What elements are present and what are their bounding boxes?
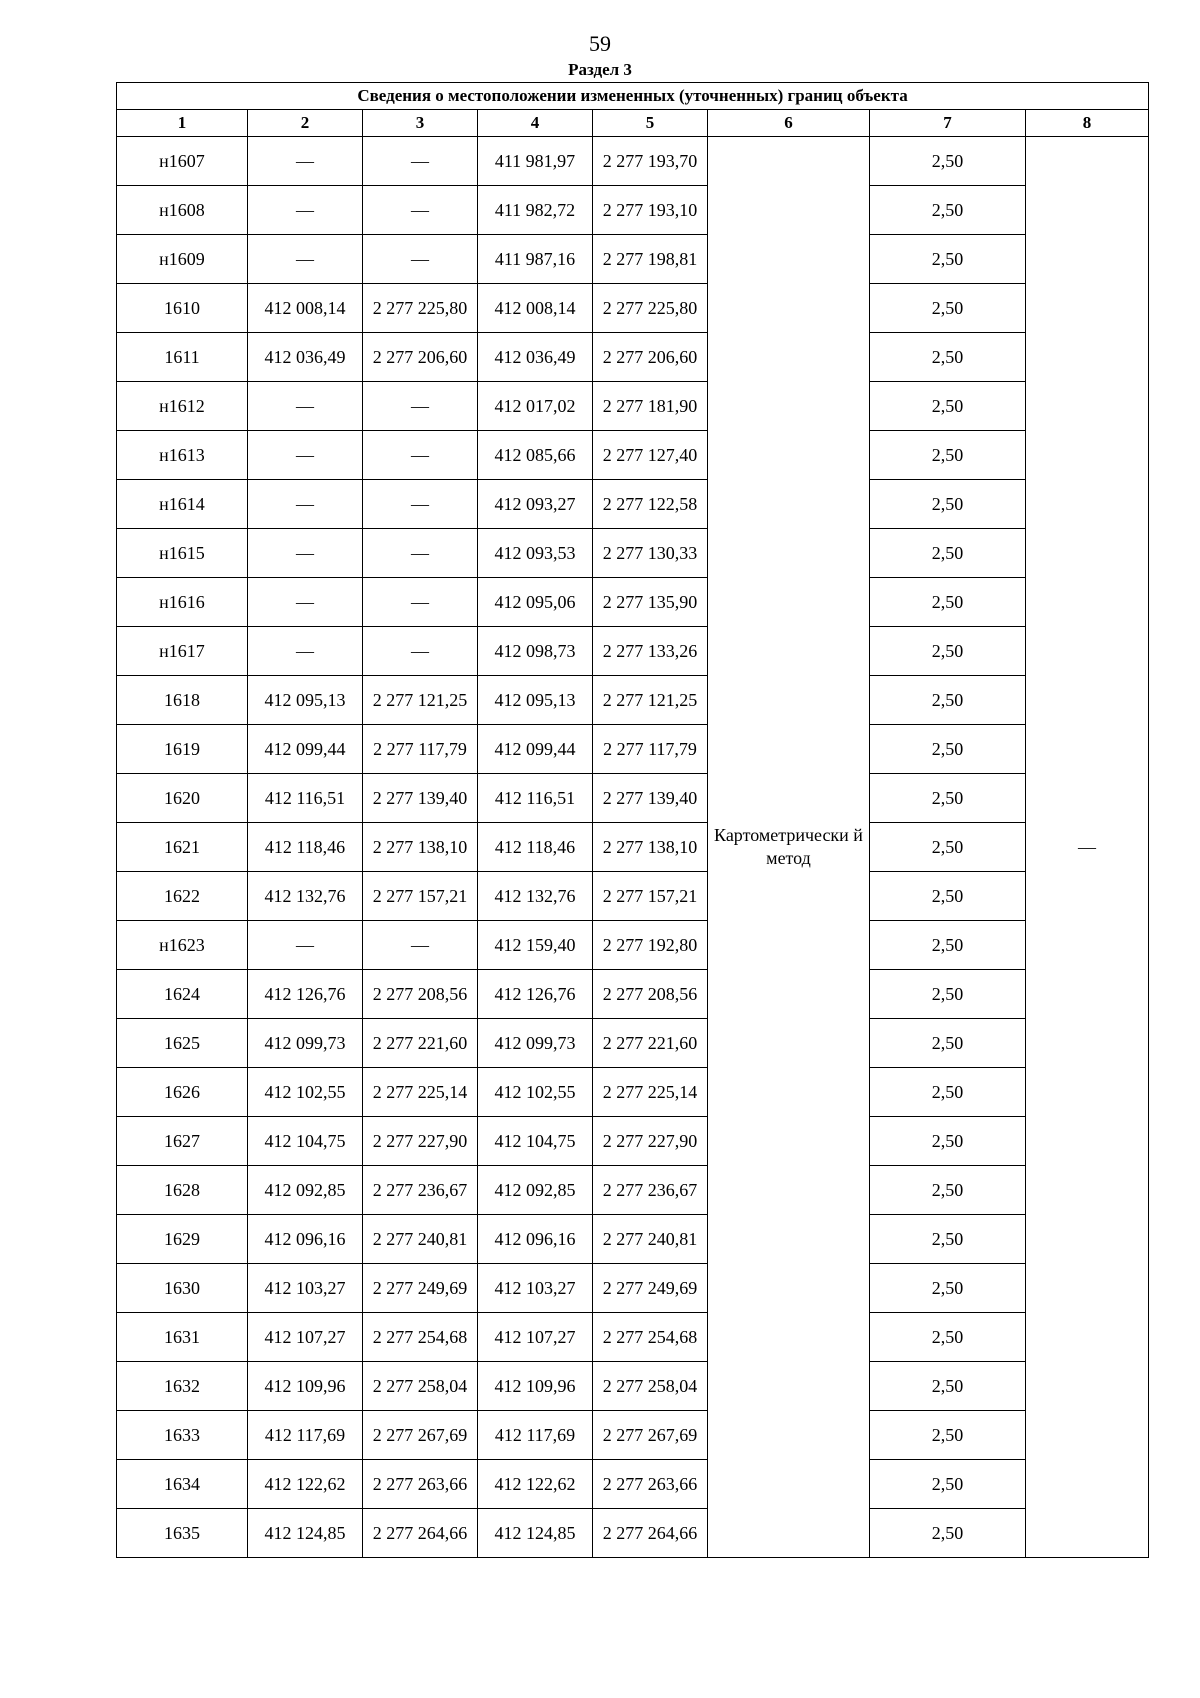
- existing-x-cell: 412 117,69: [248, 1411, 363, 1460]
- point-number-cell: 1629: [117, 1215, 248, 1264]
- existing-y-cell: 2 277 121,25: [363, 676, 478, 725]
- point-number-cell: н1608: [117, 186, 248, 235]
- existing-x-cell: —: [248, 921, 363, 970]
- existing-y-cell: 2 277 206,60: [363, 333, 478, 382]
- refined-y-cell: 2 277 181,90: [593, 382, 708, 431]
- existing-x-cell: 412 124,85: [248, 1509, 363, 1558]
- refined-x-cell: 412 103,27: [478, 1264, 593, 1313]
- table-row: [117, 1215, 1149, 1264]
- point-number-cell: н1616: [117, 578, 248, 627]
- precision-cell: 2,50: [870, 382, 1026, 431]
- table-body: [117, 137, 1149, 1558]
- existing-x-cell: 412 132,76: [248, 872, 363, 921]
- point-number-cell: 1621: [117, 823, 248, 872]
- table-row: [117, 284, 1149, 333]
- point-number-cell: н1615: [117, 529, 248, 578]
- existing-y-cell: —: [363, 431, 478, 480]
- column-number: 8: [1026, 110, 1149, 137]
- table-row: [117, 235, 1149, 284]
- point-number-cell: н1612: [117, 382, 248, 431]
- precision-cell: 2,50: [870, 1362, 1026, 1411]
- existing-x-cell: —: [248, 578, 363, 627]
- refined-y-cell: 2 277 263,66: [593, 1460, 708, 1509]
- existing-x-cell: 412 095,13: [248, 676, 363, 725]
- precision-cell: 2,50: [870, 1166, 1026, 1215]
- existing-y-cell: 2 277 240,81: [363, 1215, 478, 1264]
- existing-y-cell: —: [363, 186, 478, 235]
- precision-cell: 2,50: [870, 235, 1026, 284]
- point-number-cell: н1623: [117, 921, 248, 970]
- table-row: [117, 725, 1149, 774]
- existing-y-cell: 2 277 225,80: [363, 284, 478, 333]
- refined-x-cell: 412 122,62: [478, 1460, 593, 1509]
- boundary-coordinates-table: [116, 82, 1149, 1558]
- column-number: 3: [363, 110, 478, 137]
- table-row: [117, 529, 1149, 578]
- existing-y-cell: —: [363, 235, 478, 284]
- existing-x-cell: 412 122,62: [248, 1460, 363, 1509]
- refined-x-cell: 412 117,69: [478, 1411, 593, 1460]
- precision-cell: 2,50: [870, 186, 1026, 235]
- precision-cell: 2,50: [870, 676, 1026, 725]
- existing-x-cell: —: [248, 431, 363, 480]
- table-row: [117, 1411, 1149, 1460]
- page-number: 59: [589, 31, 611, 56]
- table-row: [117, 872, 1149, 921]
- point-number-cell: 1634: [117, 1460, 248, 1509]
- point-number-cell: 1632: [117, 1362, 248, 1411]
- point-number-cell: 1618: [117, 676, 248, 725]
- existing-y-cell: 2 277 139,40: [363, 774, 478, 823]
- existing-y-cell: 2 277 254,68: [363, 1313, 478, 1362]
- refined-y-cell: 2 277 240,81: [593, 1215, 708, 1264]
- refined-x-cell: 412 095,13: [478, 676, 593, 725]
- point-number-cell: 1628: [117, 1166, 248, 1215]
- point-number-cell: 1627: [117, 1117, 248, 1166]
- precision-cell: 2,50: [870, 627, 1026, 676]
- table-row: [117, 480, 1149, 529]
- existing-y-cell: —: [363, 627, 478, 676]
- refined-x-cell: 412 132,76: [478, 872, 593, 921]
- existing-y-cell: 2 277 227,90: [363, 1117, 478, 1166]
- refined-x-cell: 412 092,85: [478, 1166, 593, 1215]
- refined-y-cell: 2 277 264,66: [593, 1509, 708, 1558]
- existing-x-cell: 412 102,55: [248, 1068, 363, 1117]
- precision-cell: 2,50: [870, 480, 1026, 529]
- refined-x-cell: 411 981,97: [478, 137, 593, 186]
- existing-y-cell: —: [363, 382, 478, 431]
- table-row: [117, 1509, 1149, 1558]
- existing-x-cell: 412 126,76: [248, 970, 363, 1019]
- existing-x-cell: —: [248, 186, 363, 235]
- refined-y-cell: 2 277 254,68: [593, 1313, 708, 1362]
- table-row: [117, 382, 1149, 431]
- existing-x-cell: 412 116,51: [248, 774, 363, 823]
- point-number-cell: 1630: [117, 1264, 248, 1313]
- existing-y-cell: —: [363, 137, 478, 186]
- table-row: [117, 1068, 1149, 1117]
- refined-x-cell: 412 095,06: [478, 578, 593, 627]
- column-number: 2: [248, 110, 363, 137]
- refined-x-cell: 412 099,44: [478, 725, 593, 774]
- refined-x-cell: 412 102,55: [478, 1068, 593, 1117]
- precision-cell: 2,50: [870, 823, 1026, 872]
- table-row: [117, 137, 1149, 186]
- refined-y-cell: 2 277 130,33: [593, 529, 708, 578]
- point-number-cell: 1631: [117, 1313, 248, 1362]
- precision-cell: 2,50: [870, 431, 1026, 480]
- refined-y-cell: 2 277 249,69: [593, 1264, 708, 1313]
- existing-x-cell: —: [248, 382, 363, 431]
- existing-y-cell: —: [363, 480, 478, 529]
- refined-y-cell: 2 277 221,60: [593, 1019, 708, 1068]
- point-number-cell: н1614: [117, 480, 248, 529]
- precision-cell: 2,50: [870, 1068, 1026, 1117]
- refined-x-cell: 412 159,40: [478, 921, 593, 970]
- precision-cell: 2,50: [870, 970, 1026, 1019]
- refined-y-cell: 2 277 206,60: [593, 333, 708, 382]
- existing-y-cell: 2 277 258,04: [363, 1362, 478, 1411]
- point-number-cell: 1622: [117, 872, 248, 921]
- existing-y-cell: —: [363, 529, 478, 578]
- table-caption: Сведения о местоположении измененных (уточненных) границ объекта: [117, 83, 1149, 110]
- table-row: [117, 970, 1149, 1019]
- column-8-cell: —: [1026, 137, 1149, 1558]
- refined-y-cell: 2 277 117,79: [593, 725, 708, 774]
- precision-cell: 2,50: [870, 1215, 1026, 1264]
- refined-x-cell: 412 126,76: [478, 970, 593, 1019]
- refined-y-cell: 2 277 133,26: [593, 627, 708, 676]
- refined-x-cell: 412 085,66: [478, 431, 593, 480]
- refined-y-cell: 2 277 198,81: [593, 235, 708, 284]
- existing-x-cell: 412 118,46: [248, 823, 363, 872]
- refined-x-cell: 412 098,73: [478, 627, 593, 676]
- refined-x-cell: 412 093,27: [478, 480, 593, 529]
- column-number: 7: [870, 110, 1026, 137]
- existing-y-cell: —: [363, 578, 478, 627]
- refined-y-cell: 2 277 157,21: [593, 872, 708, 921]
- column-number: 4: [478, 110, 593, 137]
- existing-x-cell: 412 096,16: [248, 1215, 363, 1264]
- refined-x-cell: 412 107,27: [478, 1313, 593, 1362]
- existing-y-cell: —: [363, 921, 478, 970]
- refined-y-cell: 2 277 127,40: [593, 431, 708, 480]
- existing-y-cell: 2 277 267,69: [363, 1411, 478, 1460]
- precision-cell: 2,50: [870, 1509, 1026, 1558]
- refined-y-cell: 2 277 193,70: [593, 137, 708, 186]
- refined-x-cell: 412 099,73: [478, 1019, 593, 1068]
- precision-cell: 2,50: [870, 725, 1026, 774]
- existing-y-cell: 2 277 208,56: [363, 970, 478, 1019]
- existing-x-cell: 412 109,96: [248, 1362, 363, 1411]
- refined-y-cell: 2 277 208,56: [593, 970, 708, 1019]
- point-number-cell: 1619: [117, 725, 248, 774]
- existing-y-cell: 2 277 236,67: [363, 1166, 478, 1215]
- refined-x-cell: 412 116,51: [478, 774, 593, 823]
- table-row: [117, 1313, 1149, 1362]
- refined-y-cell: 2 277 139,40: [593, 774, 708, 823]
- existing-x-cell: 412 103,27: [248, 1264, 363, 1313]
- table-row: [117, 431, 1149, 480]
- precision-cell: 2,50: [870, 578, 1026, 627]
- point-number-cell: 1624: [117, 970, 248, 1019]
- existing-x-cell: —: [248, 137, 363, 186]
- refined-y-cell: 2 277 225,80: [593, 284, 708, 333]
- refined-x-cell: 412 104,75: [478, 1117, 593, 1166]
- precision-cell: 2,50: [870, 529, 1026, 578]
- existing-x-cell: —: [248, 529, 363, 578]
- existing-x-cell: 412 008,14: [248, 284, 363, 333]
- point-number-cell: 1625: [117, 1019, 248, 1068]
- point-number-cell: 1611: [117, 333, 248, 382]
- existing-y-cell: 2 277 221,60: [363, 1019, 478, 1068]
- refined-x-cell: 412 017,02: [478, 382, 593, 431]
- table-row: [117, 1460, 1149, 1509]
- point-number-cell: 1626: [117, 1068, 248, 1117]
- existing-y-cell: 2 277 117,79: [363, 725, 478, 774]
- table-row: [117, 676, 1149, 725]
- precision-cell: 2,50: [870, 1411, 1026, 1460]
- refined-y-cell: 2 277 193,10: [593, 186, 708, 235]
- refined-y-cell: 2 277 122,58: [593, 480, 708, 529]
- column-number: 5: [593, 110, 708, 137]
- table-row: [117, 1362, 1149, 1411]
- refined-x-cell: 412 124,85: [478, 1509, 593, 1558]
- existing-y-cell: 2 277 264,66: [363, 1509, 478, 1558]
- precision-cell: 2,50: [870, 137, 1026, 186]
- table-row: [117, 1019, 1149, 1068]
- refined-x-cell: 412 036,49: [478, 333, 593, 382]
- refined-x-cell: 412 109,96: [478, 1362, 593, 1411]
- refined-y-cell: 2 277 236,67: [593, 1166, 708, 1215]
- refined-y-cell: 2 277 258,04: [593, 1362, 708, 1411]
- existing-x-cell: —: [248, 480, 363, 529]
- refined-x-cell: 411 987,16: [478, 235, 593, 284]
- refined-y-cell: 2 277 267,69: [593, 1411, 708, 1460]
- point-number-cell: 1620: [117, 774, 248, 823]
- precision-cell: 2,50: [870, 284, 1026, 333]
- existing-x-cell: 412 107,27: [248, 1313, 363, 1362]
- point-number-cell: 1635: [117, 1509, 248, 1558]
- point-number-cell: н1613: [117, 431, 248, 480]
- refined-y-cell: 2 277 227,90: [593, 1117, 708, 1166]
- existing-y-cell: 2 277 138,10: [363, 823, 478, 872]
- table-row: [117, 578, 1149, 627]
- existing-y-cell: 2 277 157,21: [363, 872, 478, 921]
- existing-x-cell: 412 099,73: [248, 1019, 363, 1068]
- column-number: 1: [117, 110, 248, 137]
- method-cell: Картометрически й метод: [708, 137, 870, 1558]
- existing-y-cell: 2 277 263,66: [363, 1460, 478, 1509]
- table-row: [117, 774, 1149, 823]
- point-number-cell: н1609: [117, 235, 248, 284]
- table-row: [117, 1117, 1149, 1166]
- column-number: 6: [708, 110, 870, 137]
- precision-cell: 2,50: [870, 1313, 1026, 1362]
- existing-y-cell: 2 277 225,14: [363, 1068, 478, 1117]
- existing-x-cell: 412 104,75: [248, 1117, 363, 1166]
- refined-y-cell: 2 277 135,90: [593, 578, 708, 627]
- refined-x-cell: 412 008,14: [478, 284, 593, 333]
- point-number-cell: н1617: [117, 627, 248, 676]
- refined-x-cell: 412 093,53: [478, 529, 593, 578]
- point-number-cell: н1607: [117, 137, 248, 186]
- precision-cell: 2,50: [870, 333, 1026, 382]
- existing-x-cell: —: [248, 235, 363, 284]
- table-row: [117, 921, 1149, 970]
- existing-x-cell: 412 099,44: [248, 725, 363, 774]
- existing-x-cell: —: [248, 627, 363, 676]
- table-row: [117, 627, 1149, 676]
- table-row: [117, 823, 1149, 872]
- precision-cell: 2,50: [870, 1264, 1026, 1313]
- table-row: [117, 1166, 1149, 1215]
- precision-cell: 2,50: [870, 774, 1026, 823]
- existing-x-cell: 412 036,49: [248, 333, 363, 382]
- column-number-row: [117, 110, 1149, 137]
- precision-cell: 2,50: [870, 921, 1026, 970]
- point-number-cell: 1633: [117, 1411, 248, 1460]
- precision-cell: 2,50: [870, 1019, 1026, 1068]
- table-row: [117, 1264, 1149, 1313]
- table-row: [117, 186, 1149, 235]
- refined-y-cell: 2 277 121,25: [593, 676, 708, 725]
- existing-y-cell: 2 277 249,69: [363, 1264, 478, 1313]
- precision-cell: 2,50: [870, 1117, 1026, 1166]
- existing-x-cell: 412 092,85: [248, 1166, 363, 1215]
- refined-x-cell: 412 096,16: [478, 1215, 593, 1264]
- refined-y-cell: 2 277 138,10: [593, 823, 708, 872]
- refined-x-cell: 412 118,46: [478, 823, 593, 872]
- refined-y-cell: 2 277 192,80: [593, 921, 708, 970]
- refined-x-cell: 411 982,72: [478, 186, 593, 235]
- table-row: [117, 333, 1149, 382]
- precision-cell: 2,50: [870, 872, 1026, 921]
- refined-y-cell: 2 277 225,14: [593, 1068, 708, 1117]
- point-number-cell: 1610: [117, 284, 248, 333]
- section-title: Раздел 3: [568, 60, 632, 79]
- precision-cell: 2,50: [870, 1460, 1026, 1509]
